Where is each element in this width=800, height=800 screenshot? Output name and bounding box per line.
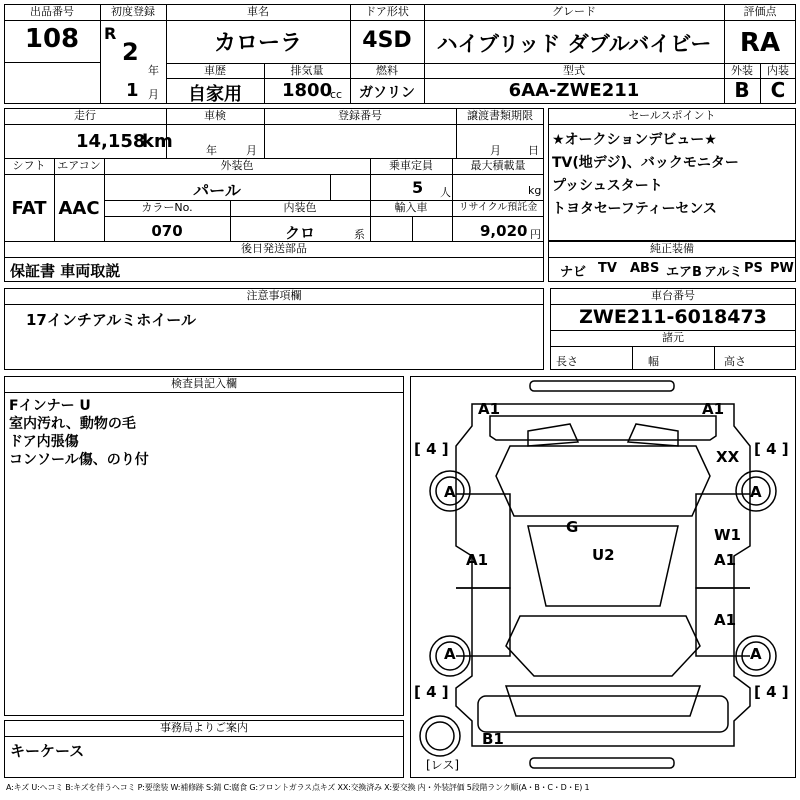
sales-points-label: セールスポイント [628, 109, 716, 122]
mark-side-right: A1 [714, 551, 737, 569]
exterior-score: B [734, 78, 750, 102]
shift: FAT [11, 198, 47, 219]
mark-wheel-rr: A [750, 645, 762, 663]
recycle: 9,020 [480, 222, 528, 240]
load-label: 最大積載量 [470, 159, 526, 172]
ext-color-label: 外装色 [220, 159, 254, 172]
mark-side-right-w: W1 [714, 526, 741, 544]
capacity-unit: 人 [440, 186, 451, 199]
sales-point-3: プッシュスタート [552, 178, 663, 194]
reg-month-unit: 月 [148, 88, 159, 101]
mark-tire-rr: [ 4 ] [754, 683, 789, 701]
mark-rear-bumper: B1 [482, 730, 504, 748]
score-label: 評価点 [743, 5, 777, 18]
int-color-label: 内装色 [283, 201, 317, 214]
width-label: 幅 [648, 355, 659, 368]
lot-no: 108 [24, 24, 80, 54]
equipment-ps: PS [744, 261, 763, 276]
model: 6AA-ZWE211 [508, 80, 640, 101]
inspector-line-4: コンソール傷、のり付 [9, 452, 149, 468]
mark-windshield: G [566, 518, 579, 536]
mark-roof-right: XX [716, 448, 740, 466]
mark-wheel-fr: A [750, 483, 762, 501]
interior-label: 内装 [767, 64, 789, 77]
mark-front-left: A1 [478, 400, 501, 418]
history: 自家用 [188, 84, 242, 105]
equipment-pw: PW [770, 261, 794, 276]
color-no-label: カラーNo. [141, 201, 193, 214]
later-parts-label: 後日発送部品 [241, 242, 307, 255]
mileage-unit: km [142, 131, 173, 152]
grade-label: グレード [552, 5, 596, 18]
equipment-abs: ABS [630, 261, 660, 276]
mark-front-right: A1 [702, 400, 725, 418]
car-name-label: 車名 [247, 5, 269, 18]
inspection-year-unit: 年 [206, 144, 217, 157]
first-reg-label: 初度登録 [111, 5, 155, 18]
capacity-label: 乗車定員 [389, 159, 433, 172]
model-label: 型式 [563, 64, 585, 77]
mark-tire-fl: [ 4 ] [414, 440, 449, 458]
capacity: 5 [412, 178, 424, 197]
inspector-line-1: Fインナー U [9, 398, 91, 414]
reg-year: 2 [122, 38, 139, 66]
transfer-day-unit: 日 [528, 144, 539, 157]
reg-no-label: 登録番号 [338, 109, 382, 122]
dims-label: 諸元 [662, 331, 684, 344]
inspector-line-3: ドア内張傷 [9, 434, 79, 450]
sales-point-2: TV(地デジ)、バックモニター [552, 155, 739, 171]
mark-tire-rl: [ 4 ] [414, 683, 449, 701]
equipment-tv: TV [598, 261, 617, 276]
load-unit: kg [528, 184, 542, 197]
reg-month: 1 [126, 80, 139, 101]
equipment-label: 純正装備 [650, 242, 694, 255]
displacement-unit: cc [330, 88, 343, 101]
mark-rear-right: A1 [714, 611, 737, 629]
sales-point-1: ★オークションデビュー★ [552, 132, 717, 148]
fuel: ガソリン [359, 85, 415, 101]
mileage: 14,158 [76, 131, 146, 152]
sales-point-4: トヨタセーフティーセンス [552, 201, 717, 217]
mark-wheel-fl: A [444, 483, 456, 501]
int-color: クロ [284, 224, 315, 242]
era: R [104, 24, 117, 43]
legend: A:キズ U:ヘコミ B:キズを伴うヘコミ P:要塗装 W:補修跡 S:錆 C:腐食 G:フロントガラス点キズ XX:交換済み X:要交換 内・外装評価 5段階ランク順(A・B・C・D・E) 1 [6, 783, 590, 792]
ac: AAC [58, 198, 100, 219]
spare-label: [レス] [426, 758, 460, 772]
displacement-label: 排気量 [290, 64, 324, 77]
mark-wheel-rl: A [444, 645, 456, 663]
office-text: キーケース [10, 742, 85, 760]
history-label: 車歴 [204, 64, 226, 77]
int-color-unit: 系 [354, 228, 365, 241]
door-type: 4SD [362, 28, 412, 53]
notes-label: 注意事項欄 [246, 289, 302, 302]
car-name: カローラ [213, 31, 302, 56]
inspection-month-unit: 月 [246, 144, 257, 157]
fuel-label: 燃料 [376, 64, 398, 77]
interior-score: C [770, 78, 786, 102]
import-label: 輸入車 [394, 201, 428, 214]
later-parts: 保証書 車両取説 [10, 262, 121, 280]
mileage-label: 走行 [74, 109, 96, 122]
color-no: 070 [151, 222, 183, 240]
mark-side-left: A1 [466, 551, 489, 569]
ac-label: エアコン [57, 159, 101, 172]
door-label: ドア形状 [365, 5, 409, 18]
shift-label: シフト [12, 159, 46, 172]
inspector-line-2: 室内汚れ、動物の毛 [9, 416, 136, 432]
inspection-label: 車検 [204, 109, 226, 122]
chassis-label: 車台番号 [651, 289, 695, 302]
chassis-number: ZWE211-6018473 [579, 306, 767, 328]
office-label: 事務局よりご案内 [160, 721, 248, 734]
lot-no-label: 出品番号 [30, 5, 74, 18]
mark-roof: U2 [592, 546, 615, 564]
exterior-label: 外装 [731, 64, 753, 77]
recycle-label: リサイクル預託金 [458, 202, 538, 213]
mark-tire-fr: [ 4 ] [754, 440, 789, 458]
transfer-label: 譲渡書類期限 [467, 109, 533, 122]
height-label: 高さ [724, 355, 746, 368]
recycle-unit: 円 [530, 228, 541, 241]
notes-text: 17インチアルミホイール [26, 311, 196, 329]
reg-year-unit: 年 [148, 64, 159, 77]
length-label: 長さ [556, 355, 578, 368]
transfer-month-unit: 月 [490, 144, 501, 157]
displacement: 1800 [282, 80, 333, 101]
equipment-navi: ナビ [560, 265, 587, 280]
ext-color: パール [193, 181, 241, 200]
car-body-diagram [410, 376, 796, 778]
equipment-airbag: エアB [666, 265, 702, 280]
equipment-alloy: アルミ [704, 265, 743, 280]
inspector-label: 検査員記入欄 [171, 377, 237, 390]
grade: ハイブリッド ダブルバイビー [436, 32, 712, 56]
score: RA [739, 28, 781, 58]
